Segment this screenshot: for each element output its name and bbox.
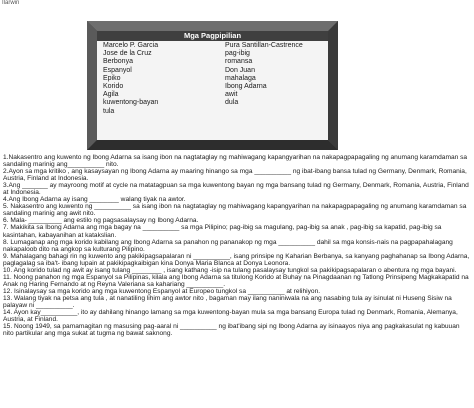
frame-bevel-bottom [87,140,338,150]
question-item: 6. Mala- _________ ang estilo ng pagsasalaysay ng Ibong Adarna. [3,217,199,225]
choice-item: Don Juan [225,66,255,74]
frame-bevel-left [87,21,97,150]
question-item: 9. Mahalagang bahagi rin ng kuwento ang pakikipagsapalaran ni __________, isang prinsipe ng Kaharian Berbanya, sa kanyang paghahanap sa Ibong Adarna, paglagalag sa iba't- ibang lupain at pakikipagkaibigan kina Donya Maria Blanca at Donya Leonora. [3,252,470,267]
choice-item: tula [103,107,115,115]
choice-item: kuwentong-bayan [103,99,159,107]
choice-item: Espanyol [103,66,132,74]
choice-item: Marcelo P. Garcia [103,42,159,49]
word-box-right-column [225,42,325,116]
frame-bevel-right [328,21,338,150]
question-item: 14. Ayon kay__________, ito ay dahilang hinango lamang sa mga kuwentong-bayan mula sa mga bansang Europa tulad ng Denmark, Romania, Alemanya, Austria, at Finland. [3,309,458,324]
question-item: 13. Walang tiyak na petsa ang tula , at nanatiling lihim ang awtor nito , bagaman may ilang naniniwala na ang nasabing tula ay isinulat ni Huseng Sisiw na palayaw ni __________. [3,294,452,309]
choice-item: romansa [225,58,253,66]
page-label: Ilarwin [2,0,20,6]
question-item: 4.Ang Ibong Adarna ay isang ________ walang tiyak na awtor. [3,196,186,204]
question-item: 11. Noong panahon ng mga Espanyol sa Pilipinas, kilala ang Ibong Adarna sa titulong Korido at Buhay na Pinagdaanan ng Tatlong Prinsipeng Magkakapatid na Anak ng Haring Fernando at ng Reyna Valeriana sa kahariang __________. [3,273,469,288]
question-list [3,154,471,337]
choice-item: Pura Santillan-Castrence [225,42,303,49]
word-box-title: Mga Pagpipilian [97,31,328,41]
question-item: 7. Makikita sa Ibong Adarna ang mga bagay na __________ sa mga Pilipino; pag-ibig sa magulang, pag-ibig sa anak , pag-ibig sa kapatid, pag-ibig sa kasintahan, kabayanihan at katakslian. [3,224,442,239]
choice-item: mahalaga [225,74,256,82]
question-item: 8. Lumaganap ang mga korido kabilang ang Ibong Adarna sa panahon ng pananakop ng mga __________ dahil sa mga konsis-nais na pagpapahalagang nakapaloob dito na angkop sa kulturang Pilipino. [3,238,453,253]
frame-bevel-top [87,21,338,31]
question-item: 2.Ayon sa mga kritiko , ang kasaysayan ng Ibong Adarna ay maaring hinango sa mga __________ ng ibat-ibang bansa tulad ng Germany, Denmark, Romania, Austria, Finland at Indonesia. [3,168,467,183]
choice-item: Ibong Adarna [225,83,267,91]
choice-item: Jose de la Cruz [103,50,152,58]
question-item: 3.Ang _______ ay mayroong motif at cycle na matatagpuan sa mga kuwentong bayan ng mga bansang tulad ng Germany, Denmark, Romania, Austria, Finland at Indonesia. [3,182,469,197]
choice-item: awit [225,91,238,99]
choice-item: Berbonya [103,58,133,66]
question-item: 15. Noong 1949, sa pamamagitan ng masusing pag-aaral ni __________ ng ibat'ibang sipi ng Ibong Adarna ay isinaayos niya ang pagkakasulat ng kabuuan nito partikular ang mga sukat at tugma ng bawat saknong. [3,323,460,338]
question-item: 1.Nakasentro ang kuwento ng Ibong Adarna sa isang ibon na nagtataglay ng mahiwagang kapangyarihan na nakapagpapagaling ng anumang karamdaman sa sandaling marinig ang__________ nito. [3,154,468,169]
question-item: 12. Isinalaysay sa mga korido ang mga kuwentong Espanyol at Europeo tungkol sa __________ at relihiyon. [3,287,321,295]
choice-item: pag-ibig [225,50,250,58]
choice-item: Agila [103,91,119,99]
choice-item: dula [225,99,239,107]
question-item: 10. Ang korido tulad ng awit ay isang tulang ________ , isang kathang -isip na tulang pasalaysay tungkol sa pakikipagsapalaran o abentura ng mga bayani. [3,266,457,274]
word-box [97,31,328,140]
question-item: 5. Nakasentro ang kuwento ng __________ sa isang ibon na nagtataglay ng mahiwagang kapangyarihan na nakapagpapagaling ng anumang karamdaman sa sandaling marinig ang awit nito. [3,203,467,218]
choice-item: Epiko [103,74,121,82]
choice-item: Korido [103,83,124,91]
word-box-left-column [103,42,225,116]
